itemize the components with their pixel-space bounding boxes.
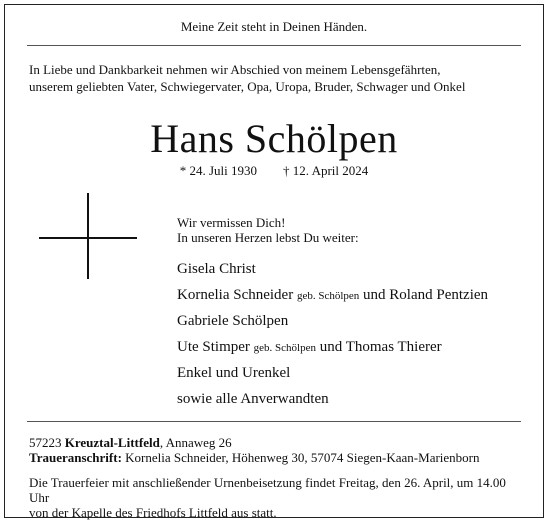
- mourning-address-line: [29, 450, 480, 465]
- birth-date: * 24. Juli 1930: [179, 163, 258, 178]
- residence-line: [29, 435, 480, 450]
- mourner-partner: und Thomas Thierer: [319, 338, 442, 355]
- cross-horizontal-bar: [39, 237, 137, 239]
- intro-line: In Liebe und Dankbarkeit nehmen wir Abschied von meinem Lebensgefährten,: [29, 62, 441, 77]
- cross-vertical-bar: [87, 193, 89, 279]
- mourning-address-value: Kornelia Schneider, Höhenweg 30, 57074 Siegen-Kaan-Marienborn: [121, 450, 480, 465]
- mourner-name: sowie alle Anverwandten: [177, 390, 329, 407]
- street: , Annaweg 26: [159, 435, 232, 450]
- maiden-name-note: geb. Schölpen: [253, 341, 316, 354]
- mourner-item: [177, 387, 488, 413]
- mourner-name: Gabriele Schölpen: [177, 313, 289, 329]
- town: Kreuztal-Littfeld: [64, 435, 160, 450]
- address-block: [29, 435, 480, 465]
- mourners-list: [177, 257, 488, 412]
- obituary-card: [4, 4, 544, 518]
- mourner-partner: und Roland Pentzien: [363, 286, 489, 303]
- mourning-address-label: Traueranschrift:: [29, 450, 122, 465]
- mourner-item: [177, 257, 488, 283]
- mourner-name: Gisela Christ: [177, 261, 256, 277]
- top-divider: [27, 45, 521, 46]
- death-date: † 12. April 2024: [283, 163, 369, 178]
- intro-text: [29, 61, 529, 95]
- bottom-divider: [27, 421, 521, 422]
- notice-line: von der Kapelle des Friedhofs Littfeld aus statt.: [29, 505, 277, 520]
- funeral-notice: [29, 475, 529, 520]
- remembrance-line: Wir vermissen Dich!: [177, 215, 286, 230]
- mourner-name: Ute Stimper: [177, 338, 250, 355]
- remembrance-line: In unseren Herzen lebst Du weiter:: [177, 230, 359, 245]
- mourner-item: [177, 309, 488, 335]
- motto: Meine Zeit steht in Deinen Händen.: [180, 19, 368, 34]
- mourner-item: [177, 335, 488, 362]
- mourner-item: [177, 361, 488, 387]
- mourner-name: Enkel und Urenkel: [177, 365, 291, 381]
- postcode: 57223: [29, 435, 62, 450]
- deceased-name: Hans Schölpen: [150, 116, 398, 161]
- remembrance-text: [177, 215, 359, 245]
- notice-line: Die Trauerfeier mit anschließender Urnenbeisetzung findet Freitag, den 26. April, um 14.00 Uhr: [29, 475, 506, 505]
- maiden-name-note: geb. Schölpen: [296, 289, 360, 302]
- mourner-item: [177, 283, 488, 310]
- intro-line: unserem geliebten Vater, Schwiegervater, Opa, Uropa, Bruder, Schwager und Onkel: [29, 79, 466, 94]
- life-dates: [5, 163, 543, 179]
- mourner-name: Kornelia Schneider: [177, 286, 294, 303]
